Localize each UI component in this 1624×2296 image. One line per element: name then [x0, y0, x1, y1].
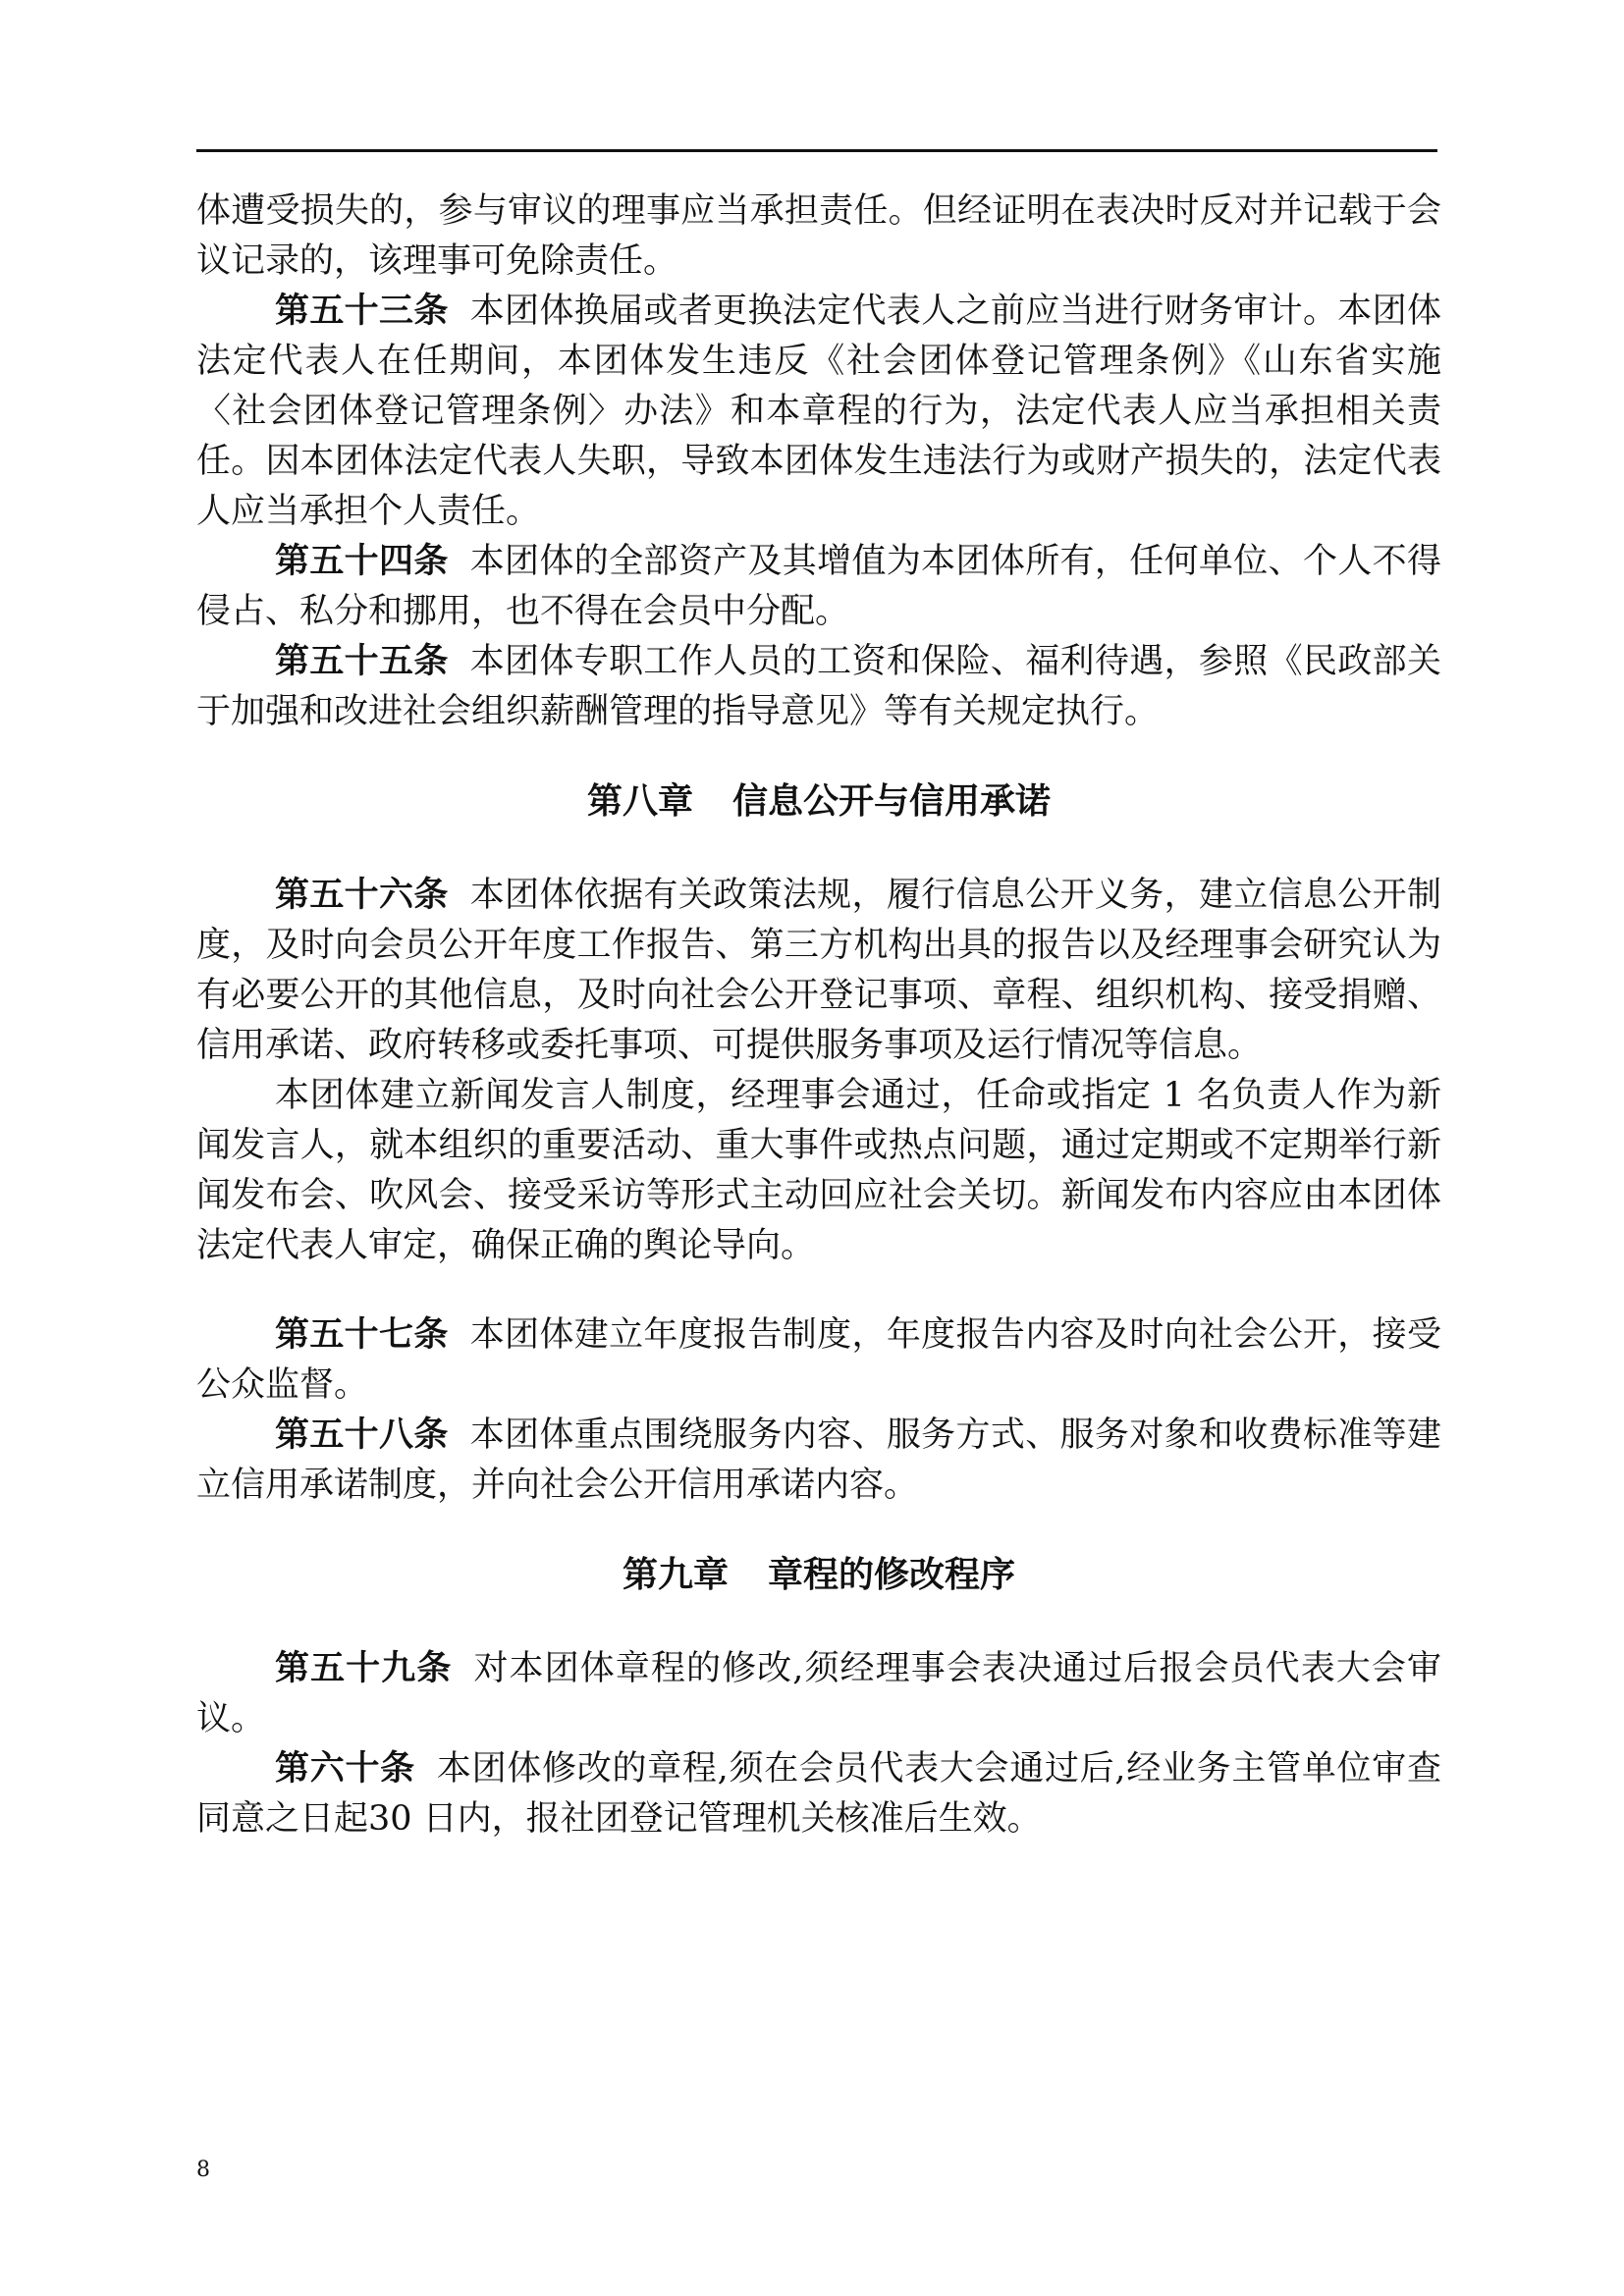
article-number: 第五十七条	[275, 1315, 449, 1355]
article-number: 第五十五条	[275, 642, 449, 681]
paragraph-text: 本团体建立年度报告制度，年度报告内容及时向社会公开，接受公众监督。	[196, 1315, 1441, 1405]
article-paragraph	[196, 637, 1441, 737]
paragraph-text: 本团体修改的章程,须在会员代表大会通过后,经业务主管单位审查同意之日起30 日内，报社团登记管理机关核准后生效。	[196, 1749, 1441, 1839]
article-number: 第五十六条	[275, 876, 449, 915]
article-paragraph	[196, 1411, 1441, 1511]
article-paragraph	[196, 1744, 1441, 1844]
article-paragraph	[196, 1644, 1441, 1744]
article-paragraph	[196, 1310, 1441, 1411]
article-number: 第五十三条	[275, 292, 449, 331]
paragraph-text: 本团体的全部资产及其增值为本团体所有，任何单位、个人不得侵占、私分和挪用，也不得在会员中分配。	[196, 542, 1441, 631]
chapter-number: 第九章	[622, 1555, 729, 1595]
article-paragraph	[196, 287, 1441, 537]
chapter-number: 第八章	[586, 781, 693, 822]
article-number: 第五十四条	[275, 542, 449, 581]
chapter-heading	[196, 1550, 1441, 1600]
chapter-title: 章程的修改程序	[768, 1555, 1016, 1595]
spacer	[196, 737, 1441, 776]
article-number: 第五十八条	[275, 1415, 449, 1455]
paragraph-text: 本团体换届或者更换法定代表人之前应当进行财务审计。本团体法定代表人在任期间，本团体发生违反《社会团体登记管理条例》《山东省实施〈社会团体登记管理条例〉办法》和本章程的行为，法定代表人应当承担相关责任。因本团体法定代表人失职，导致本团体发生违法行为或财产损失的，法定代表人应当承担个人责任。	[196, 292, 1441, 531]
article-paragraph	[196, 537, 1441, 637]
paragraph-text: 体遭受损失的，参与审议的理事应当承担责任。但经证明在表决时反对并记载于会议记录的，该理事可免除责任。	[196, 191, 1441, 281]
paragraph-text: 本团体依据有关政策法规，履行信息公开义务，建立信息公开制度，及时向会员公开年度工作报告、第三方机构出具的报告以及经理事会研究认为有必要公开的其他信息，及时向社会公开登记事项、章程、组织机构、接受捐赠、信用承诺、政府转移或委托事项、可提供服务事项及运行情况等信息。	[196, 876, 1441, 1065]
spacer	[196, 1511, 1441, 1550]
document-body	[196, 187, 1441, 1844]
chapter-title: 信息公开与信用承诺	[732, 781, 1052, 822]
paragraph-text: 对本团体章程的修改,须经理事会表决通过后报会员代表大会审议。	[196, 1649, 1441, 1738]
page-number: 8	[196, 2158, 210, 2182]
article-number: 第六十条	[275, 1749, 415, 1789]
spacer	[196, 827, 1441, 871]
spacer	[196, 1600, 1441, 1644]
article-number: 第五十九条	[275, 1649, 453, 1688]
paragraph	[196, 187, 1441, 287]
paragraph-text: 本团体重点围绕服务内容、服务方式、服务对象和收费标准等建立信用承诺制度，并向社会公开信用承诺内容。	[196, 1415, 1441, 1505]
paragraph-text: 本团体建立新闻发言人制度，经理事会通过，任命或指定 1 名负责人作为新闻发言人，就本组织的重要活动、重大事件或热点问题，通过定期或不定期举行新闻发布会、吹风会、接受采访等形式主动回应社会关切。新闻发布内容应由本团体法定代表人审定，确保正确的舆论导向。	[196, 1076, 1441, 1265]
paragraph	[196, 1071, 1441, 1271]
paragraph-text: 本团体专职工作人员的工资和保险、福利待遇，参照《民政部关于加强和改进社会组织薪酬管理的指导意见》等有关规定执行。	[196, 642, 1441, 731]
article-paragraph	[196, 871, 1441, 1071]
header-rule	[196, 149, 1437, 152]
spacer	[196, 1271, 1441, 1310]
chapter-heading	[196, 776, 1441, 827]
